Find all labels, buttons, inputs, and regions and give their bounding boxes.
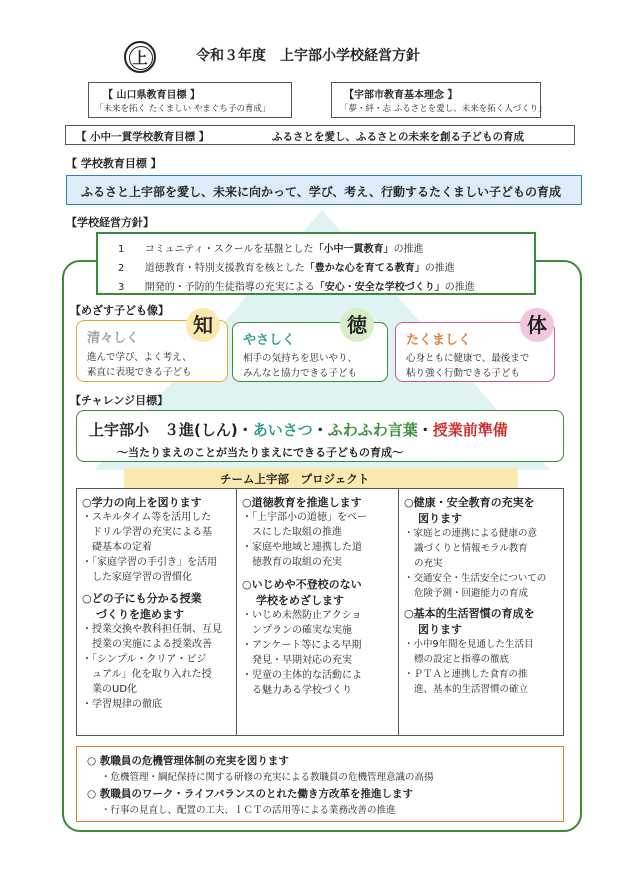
policy-item: 2 道徳教育・特別支援教育を核とした「豊かな心を育てる教育」の推進 — [118, 263, 455, 274]
staff-item-text: ・行事の見直し、配置の工夫、ＩＣＴの活用等による業務改善の推進 — [101, 805, 396, 816]
policy-label: 【学校経営方針】 — [66, 216, 154, 229]
ideal-card-line: 相手の気持ちを思いやり、 — [243, 353, 358, 364]
challenge-box — [76, 410, 564, 462]
emblem-char: 上 — [132, 49, 148, 67]
page-title: 令和３年度 上宇部小学校経営方針 — [196, 48, 420, 64]
ideal-card-title: 清々しく — [87, 331, 140, 346]
challenge-preparation: 授業前準備 — [432, 421, 508, 439]
policy-num: 2 — [118, 263, 125, 274]
city-goal-label: 【宇部市教育基本理念 】 — [344, 90, 458, 101]
badge-tai: 体 — [520, 308, 554, 342]
staff-item-title: ○ 教職員の危機管理体制の充実を図ります — [87, 755, 289, 767]
policy-num: 3 — [118, 282, 125, 293]
ideal-card-title: やさしく — [243, 333, 296, 348]
ideal-card-line: 心身ともに健康で、最後まで — [406, 353, 530, 364]
pref-goal-box — [88, 82, 292, 118]
project-column-moral: ○道徳教育を推進します ・「上宇部小の道徳」をベー スにした取組の推進 ・家庭や地域と連携した道 徳教育の取組の充実 ○いじめや不登校のない 学校をめざします ・いじめ未然防止アクショ ンプランの確実な実施 ・アンケート等による早期 発見・早期対応の充実 ・児童の主体的な活動によ る魅力ある学校づくり — [242, 496, 367, 696]
policy-num: 1 — [118, 244, 125, 255]
column-divider — [236, 488, 237, 736]
challenge-label: 【チャレンジ目標】 — [70, 394, 169, 407]
challenge-greeting: あいさつ — [252, 421, 313, 439]
ideal-label: 【めざす子ども像】 — [70, 304, 169, 317]
policy-box — [96, 232, 536, 295]
project-title: チーム上宇部 プロジェクト — [220, 472, 370, 486]
ideal-card-line: みんなと協力できる子ども — [243, 368, 358, 379]
policy-item: 1 コミュニティ・スクールを基盤とした「小中一貫教育」の推進 — [118, 244, 424, 255]
project-column-health: ○健康・安全教育の充実を 図ります ・家庭との連携による健康の意 識づくりと情報モラル教育 の充実 ・交通安全・生活安全についての 危険予測・回避能力の育成 ○基本的生活習慣の育成を 図ります ・小中9年間を見通した生活目 標の設定と指導の徹底 ・ＰＴＡと連携した食育の推 進、基本的生活習慣の確立 — [404, 496, 547, 695]
project-column-academic: ○学力の向上を図ります ・スキルタイム等を活用した ドリル学習の充実による基 礎基本の定着 ・「家庭学習の手引き」を活用 した家庭学習の習慣化 ○どの子にも分かる授業 づくりを進めます ・授業交換や教科担任制、互見 授業の実施による授業改善 ・「シンプル・クリア・ビジ ュアル」化を取り入れた授 業のUD化 ・学習規律の徹底 — [82, 496, 222, 710]
badge-toku: 徳 — [340, 308, 374, 342]
badge-chi: 知 — [186, 308, 220, 342]
school-goal-text: ふるさと上宇部を愛し、未来に向かって、学び、考え、行動するたくましい子どもの育成 — [81, 185, 562, 199]
city-goal-box — [331, 82, 547, 118]
column-divider — [398, 488, 399, 736]
integrated-goal-text: ふるさとを愛し、ふるさとの未来を創る子どもの育成 — [272, 131, 524, 143]
pref-goal-label: 【 山口県教育目標 】 — [103, 90, 200, 101]
project-title-box — [124, 468, 518, 488]
school-goal-box — [66, 175, 582, 205]
school-goal-label: 【 学校教育目標 】 — [66, 157, 162, 170]
ideal-card-title: たくましく — [406, 333, 472, 348]
school-emblem — [124, 41, 156, 73]
integrated-goal-label: 【 小中一貫学校教育目標 】 — [76, 131, 210, 143]
pref-goal-text: 「未来を拓く たくましい やまぐち子の育成」 — [95, 104, 271, 114]
ideal-card-line: 素直に表現できる子ども — [87, 367, 192, 378]
staff-item-text: ・危機管理・綱紀保持に関する研修の充実による教職員の危機管理意識の高揚 — [101, 772, 434, 783]
policy-item: 3 開発的・予防的生徒指導の充実による「安心・安全な学校づくり」の推進 — [118, 282, 475, 293]
staff-item-title: ○ 教職員のワーク・ライフバランスのとれた働き方改革を推進します — [87, 788, 414, 800]
ideal-card-line: 進んで学び、よく考え、 — [87, 352, 192, 363]
challenge-subtitle: ～当たりまえのことが当たりまえにできる子どもの育成～ — [117, 446, 403, 459]
city-goal-text: 「夢・絆・志 ふるさとを愛し、未来を拓く人づくり」 — [340, 104, 547, 114]
ideal-card-line: 粘り強く行動できる子ども — [406, 368, 521, 379]
staff-box — [76, 746, 564, 822]
integrated-goal-box — [65, 125, 575, 145]
challenge-line: 上宇部小 ３進(しん)・あいさつ・ふわふわ言葉・授業前準備 — [89, 421, 508, 439]
challenge-kind-words: ふわふわ言葉 — [327, 421, 418, 439]
